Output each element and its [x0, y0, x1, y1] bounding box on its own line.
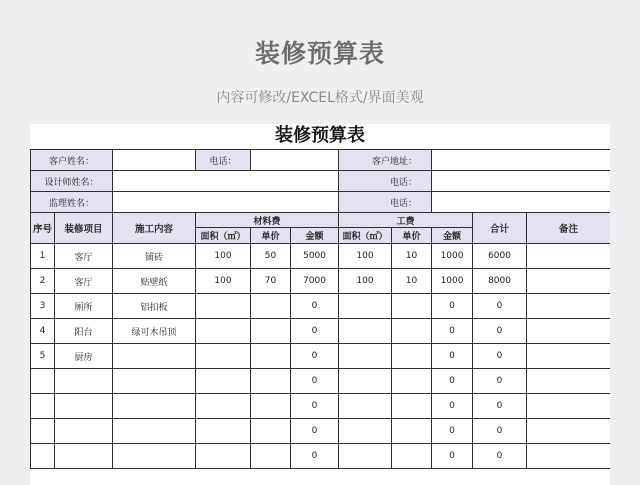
cell-total[interactable]: 0	[473, 319, 527, 344]
cell-material-amount[interactable]: 0	[291, 394, 339, 419]
designer-phone-label: 电话：	[339, 171, 432, 192]
cell-seq[interactable]: 5	[31, 344, 55, 369]
supervisor-name-label: 监理姓名：	[31, 192, 113, 213]
cell-labor-area[interactable]	[339, 394, 392, 419]
cell-labor-area[interactable]	[339, 294, 392, 319]
cell-item[interactable]: 厕所	[55, 294, 113, 319]
designer-phone-field[interactable]	[432, 171, 610, 192]
cell-material-amount[interactable]: 0	[291, 444, 339, 469]
cell-labor-amount[interactable]: 0	[432, 344, 473, 369]
cell-seq[interactable]: 3	[31, 294, 55, 319]
cell-content[interactable]	[113, 419, 196, 444]
info-row-supervisor	[31, 192, 611, 213]
supervisor-phone-field[interactable]	[432, 192, 610, 213]
header-remark: 备注	[527, 213, 610, 244]
cell-total[interactable]: 0	[473, 394, 527, 419]
customer-name-label: 客户姓名：	[31, 150, 113, 171]
cell-material-amount[interactable]: 0	[291, 369, 339, 394]
cell-labor-area[interactable]	[339, 369, 392, 394]
cell-item[interactable]	[55, 394, 113, 419]
cell-labor-amount[interactable]: 0	[432, 319, 473, 344]
cell-material-unit-price[interactable]	[251, 294, 291, 319]
customer-name-field[interactable]	[113, 150, 196, 171]
cell-labor-unit-price[interactable]: 10	[392, 269, 432, 294]
cell-item[interactable]	[55, 369, 113, 394]
header-material: 材料费	[196, 213, 339, 228]
cell-content[interactable]: 铝扣板	[113, 294, 196, 319]
cell-content[interactable]: 铺砖	[113, 244, 196, 269]
cell-seq[interactable]	[31, 369, 55, 394]
header-labor: 工费	[339, 213, 473, 228]
cell-content[interactable]	[113, 444, 196, 469]
cell-remark[interactable]	[527, 419, 610, 444]
cell-material-area[interactable]	[196, 419, 251, 444]
header-material-area: 面积（㎡）	[196, 228, 251, 244]
cell-total[interactable]: 6000	[473, 244, 527, 269]
header-labor-area: 面积（㎡）	[339, 228, 392, 244]
cell-material-area[interactable]	[196, 369, 251, 394]
customer-address-field[interactable]	[432, 150, 610, 171]
cell-content[interactable]: 贴壁纸	[113, 269, 196, 294]
banner-title: 装修预算表	[254, 39, 385, 68]
cell-total[interactable]: 0	[473, 294, 527, 319]
cell-item[interactable]	[55, 444, 113, 469]
header-material-unit-price: 单价	[251, 228, 291, 244]
customer-address-label: 客户地址：	[339, 150, 432, 171]
cell-content[interactable]: 绿可木吊顶	[113, 319, 196, 344]
cell-labor-unit-price[interactable]	[392, 294, 432, 319]
cell-seq[interactable]	[31, 444, 55, 469]
cell-labor-unit-price[interactable]	[392, 444, 432, 469]
cell-remark[interactable]	[527, 344, 610, 369]
cell-material-amount[interactable]: 0	[291, 319, 339, 344]
phone-label: 电话：	[196, 150, 251, 171]
cell-labor-area[interactable]	[339, 319, 392, 344]
cell-material-area[interactable]: 100	[196, 269, 251, 294]
table-row	[31, 369, 611, 394]
cell-labor-amount[interactable]: 0	[432, 419, 473, 444]
header-labor-unit-price: 单价	[392, 228, 432, 244]
cell-seq[interactable]: 2	[31, 269, 55, 294]
table-row	[31, 394, 611, 419]
cell-material-unit-price[interactable]	[251, 369, 291, 394]
cell-material-amount[interactable]: 0	[291, 419, 339, 444]
cell-labor-area[interactable]: 100	[339, 244, 392, 269]
cell-labor-area[interactable]	[339, 444, 392, 469]
cell-labor-area[interactable]	[339, 344, 392, 369]
cell-seq[interactable]	[31, 419, 55, 444]
cell-material-area[interactable]	[196, 294, 251, 319]
table-row	[31, 344, 611, 369]
cell-remark[interactable]	[527, 294, 610, 319]
cell-total[interactable]: 8000	[473, 269, 527, 294]
cell-labor-unit-price[interactable]	[392, 419, 432, 444]
cell-labor-unit-price[interactable]	[392, 344, 432, 369]
cell-labor-unit-price[interactable]: 10	[392, 244, 432, 269]
cell-material-area[interactable]	[196, 394, 251, 419]
table-row	[31, 444, 611, 469]
cell-remark[interactable]	[527, 394, 610, 419]
cell-remark[interactable]	[527, 369, 610, 394]
cell-labor-area[interactable]: 100	[339, 269, 392, 294]
supervisor-name-field[interactable]	[113, 192, 339, 213]
header-material-amount: 金额	[291, 228, 339, 244]
cell-item[interactable]: 阳台	[55, 319, 113, 344]
cell-total[interactable]: 0	[473, 444, 527, 469]
header-content: 施工内容	[113, 213, 196, 244]
cell-material-unit-price[interactable]	[251, 444, 291, 469]
cell-item[interactable]: 厨房	[55, 344, 113, 369]
supervisor-phone-label: 电话：	[339, 192, 432, 213]
cell-content[interactable]	[113, 394, 196, 419]
cell-material-amount[interactable]: 7000	[291, 269, 339, 294]
cell-content[interactable]	[113, 369, 196, 394]
cell-remark[interactable]	[527, 444, 610, 469]
cell-material-area[interactable]	[196, 319, 251, 344]
header-seq: 序号	[31, 213, 55, 244]
header-labor-amount: 金额	[432, 228, 473, 244]
cell-material-area[interactable]	[196, 344, 251, 369]
cell-total[interactable]: 0	[473, 369, 527, 394]
header-row-1	[31, 213, 611, 228]
cell-material-unit-price[interactable]	[251, 344, 291, 369]
info-row-designer	[31, 171, 611, 192]
banner-subtitle: 内容可修改/EXCEL格式/界面美观	[216, 90, 424, 106]
header-total: 合计	[473, 213, 527, 244]
cell-labor-area[interactable]	[339, 419, 392, 444]
cell-total[interactable]: 0	[473, 344, 527, 369]
cell-labor-unit-price[interactable]	[392, 369, 432, 394]
cell-material-amount[interactable]: 0	[291, 344, 339, 369]
table-row	[31, 419, 611, 444]
cell-material-area[interactable]	[196, 444, 251, 469]
cell-labor-unit-price[interactable]	[392, 394, 432, 419]
cell-item[interactable]: 客厅	[55, 269, 113, 294]
cell-labor-amount[interactable]: 0	[432, 444, 473, 469]
table-row	[31, 244, 611, 269]
table-row	[31, 294, 611, 319]
spreadsheet	[30, 124, 610, 485]
cell-labor-unit-price[interactable]	[392, 319, 432, 344]
cell-remark[interactable]	[527, 244, 610, 269]
cell-material-amount[interactable]: 0	[291, 294, 339, 319]
designer-name-field[interactable]	[113, 171, 339, 192]
sheet-title: 装修预算表	[275, 125, 365, 146]
cell-item[interactable]: 客厅	[55, 244, 113, 269]
table-row	[31, 269, 611, 294]
header-item: 装修项目	[55, 213, 113, 244]
cell-labor-amount[interactable]: 0	[432, 369, 473, 394]
cell-remark[interactable]	[527, 269, 610, 294]
cell-material-unit-price[interactable]	[251, 319, 291, 344]
cell-content[interactable]	[113, 344, 196, 369]
budget-table	[30, 149, 610, 469]
info-row-customer	[31, 150, 611, 171]
table-row	[31, 319, 611, 344]
cell-labor-amount[interactable]: 0	[432, 394, 473, 419]
cell-material-unit-price[interactable]	[251, 394, 291, 419]
cell-material-unit-price[interactable]	[251, 419, 291, 444]
designer-name-label: 设计师姓名：	[31, 171, 113, 192]
phone-field[interactable]	[251, 150, 339, 171]
cell-material-unit-price[interactable]: 70	[251, 269, 291, 294]
cell-material-unit-price[interactable]: 50	[251, 244, 291, 269]
cell-material-amount[interactable]: 5000	[291, 244, 339, 269]
cell-seq[interactable]	[31, 394, 55, 419]
cell-labor-amount[interactable]: 1000	[432, 269, 473, 294]
cell-labor-amount[interactable]: 0	[432, 294, 473, 319]
cell-material-area[interactable]: 100	[196, 244, 251, 269]
cell-seq[interactable]: 4	[31, 319, 55, 344]
cell-labor-amount[interactable]: 1000	[432, 244, 473, 269]
cell-total[interactable]: 0	[473, 419, 527, 444]
cell-seq[interactable]: 1	[31, 244, 55, 269]
cell-item[interactable]	[55, 419, 113, 444]
cell-remark[interactable]	[527, 319, 610, 344]
